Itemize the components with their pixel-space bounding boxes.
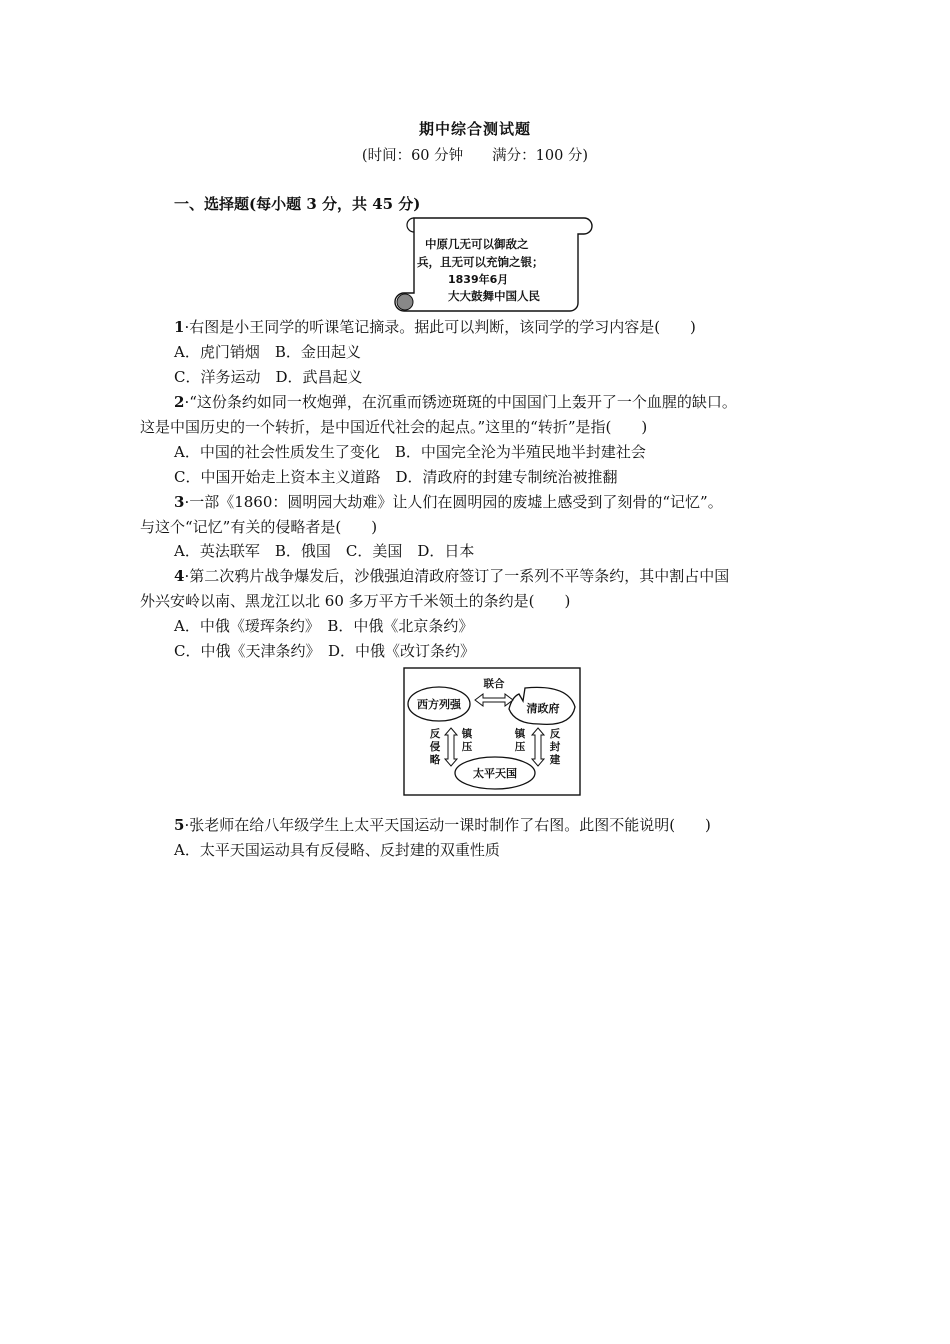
question-5-stem bbox=[174, 813, 711, 838]
scroll-figure bbox=[392, 213, 594, 313]
question-5-options-1: A．太平天国运动具有反侵略、反封建的双重性质 bbox=[174, 841, 500, 859]
scroll-line-3: 1839年6月 bbox=[448, 273, 509, 286]
question-4-stem bbox=[174, 564, 729, 589]
taiping-relation-diagram bbox=[403, 667, 581, 797]
question-2-line-2: 这是中国历史的一个转折，是中国近代社会的起点。”这里的“转折”是指( ) bbox=[140, 418, 648, 436]
question-1-stem bbox=[174, 315, 696, 340]
question-4-options-2: C．中俄《天津条约》 D．中俄《改订条约》 bbox=[174, 642, 476, 660]
question-1-options-2: C．洋务运动 D．武昌起义 bbox=[174, 368, 363, 386]
anti-aggression-label: 反侵略 bbox=[429, 728, 441, 766]
union-label: 联合 bbox=[483, 678, 505, 690]
question-2-stem bbox=[174, 390, 737, 415]
west-powers-label: 西方列强 bbox=[417, 698, 461, 711]
scroll-line-4: 大大鼓舞中国人民 bbox=[448, 289, 540, 303]
question-3-line-1: ·一部《1860：圆明园大劫难》让人们在圆明园的废墟上感受到了刻骨的“记忆”。 bbox=[184, 493, 723, 511]
question-2-line-1: ·“这份条约如同一枚炮弹，在沉重而锈迹斑斑的中国国门上轰开了一个血腥的缺口。 bbox=[184, 393, 737, 411]
question-5-line-1: ·张老师在给八年级学生上太平天国运动一课时制作了右图。此图不能说明( ) bbox=[184, 816, 711, 834]
qing-government-label: 清政府 bbox=[526, 702, 560, 715]
taiping-label: 太平天国 bbox=[473, 767, 517, 780]
question-3-number: 3 bbox=[174, 493, 185, 511]
question-1-number: 1 bbox=[174, 318, 185, 336]
scroll-line-1: 中原几无可以御敌之 bbox=[425, 237, 529, 251]
question-2-number: 2 bbox=[174, 393, 185, 411]
question-3-options-1: A．英法联军 B．俄国 C．美国 D．日本 bbox=[174, 542, 475, 560]
section-heading: 一、选择题(每小题 3 分，共 45 分) bbox=[174, 195, 421, 213]
question-1-line-1: ·右图是小王同学的听课笔记摘录。据此可以判断，该同学的学习内容是( ) bbox=[184, 318, 696, 336]
question-3-line-2: 与这个“记忆”有关的侵略者是( ) bbox=[140, 518, 378, 536]
page-title: 期中综合测试题 bbox=[418, 120, 531, 138]
question-3-stem bbox=[174, 490, 723, 515]
scroll-line-2: 兵，且无可以充饷之银； bbox=[417, 255, 544, 269]
anti-feudal-label: 反封建 bbox=[549, 728, 561, 766]
question-4-line-2: 外兴安岭以南、黑龙江以北 60 多万平方千米领土的条约是( ) bbox=[140, 592, 571, 610]
question-2-options-1: A．中国的社会性质发生了变化 B．中国完全沦为半殖民地半封建社会 bbox=[174, 443, 646, 461]
left-suppress-label: 镇压 bbox=[461, 728, 473, 753]
question-1-options-1: A．虎门销烟 B．金田起义 bbox=[174, 343, 361, 361]
question-4-options-1: A．中俄《瑷珲条约》 B．中俄《北京条约》 bbox=[174, 617, 474, 635]
question-4-line-1: ·第二次鸦片战争爆发后，沙俄强迫清政府签订了一系列不平等条约，其中割占中国 bbox=[184, 567, 730, 585]
question-5-number: 5 bbox=[174, 816, 185, 834]
question-2-options-2: C．中国开始走上资本主义道路 D．清政府的封建专制统治被推翻 bbox=[174, 468, 618, 486]
exam-info: (时间：60 分钟 满分：100 分) bbox=[361, 148, 589, 164]
right-suppress-label: 镇压 bbox=[514, 728, 526, 753]
question-4-number: 4 bbox=[174, 567, 185, 585]
